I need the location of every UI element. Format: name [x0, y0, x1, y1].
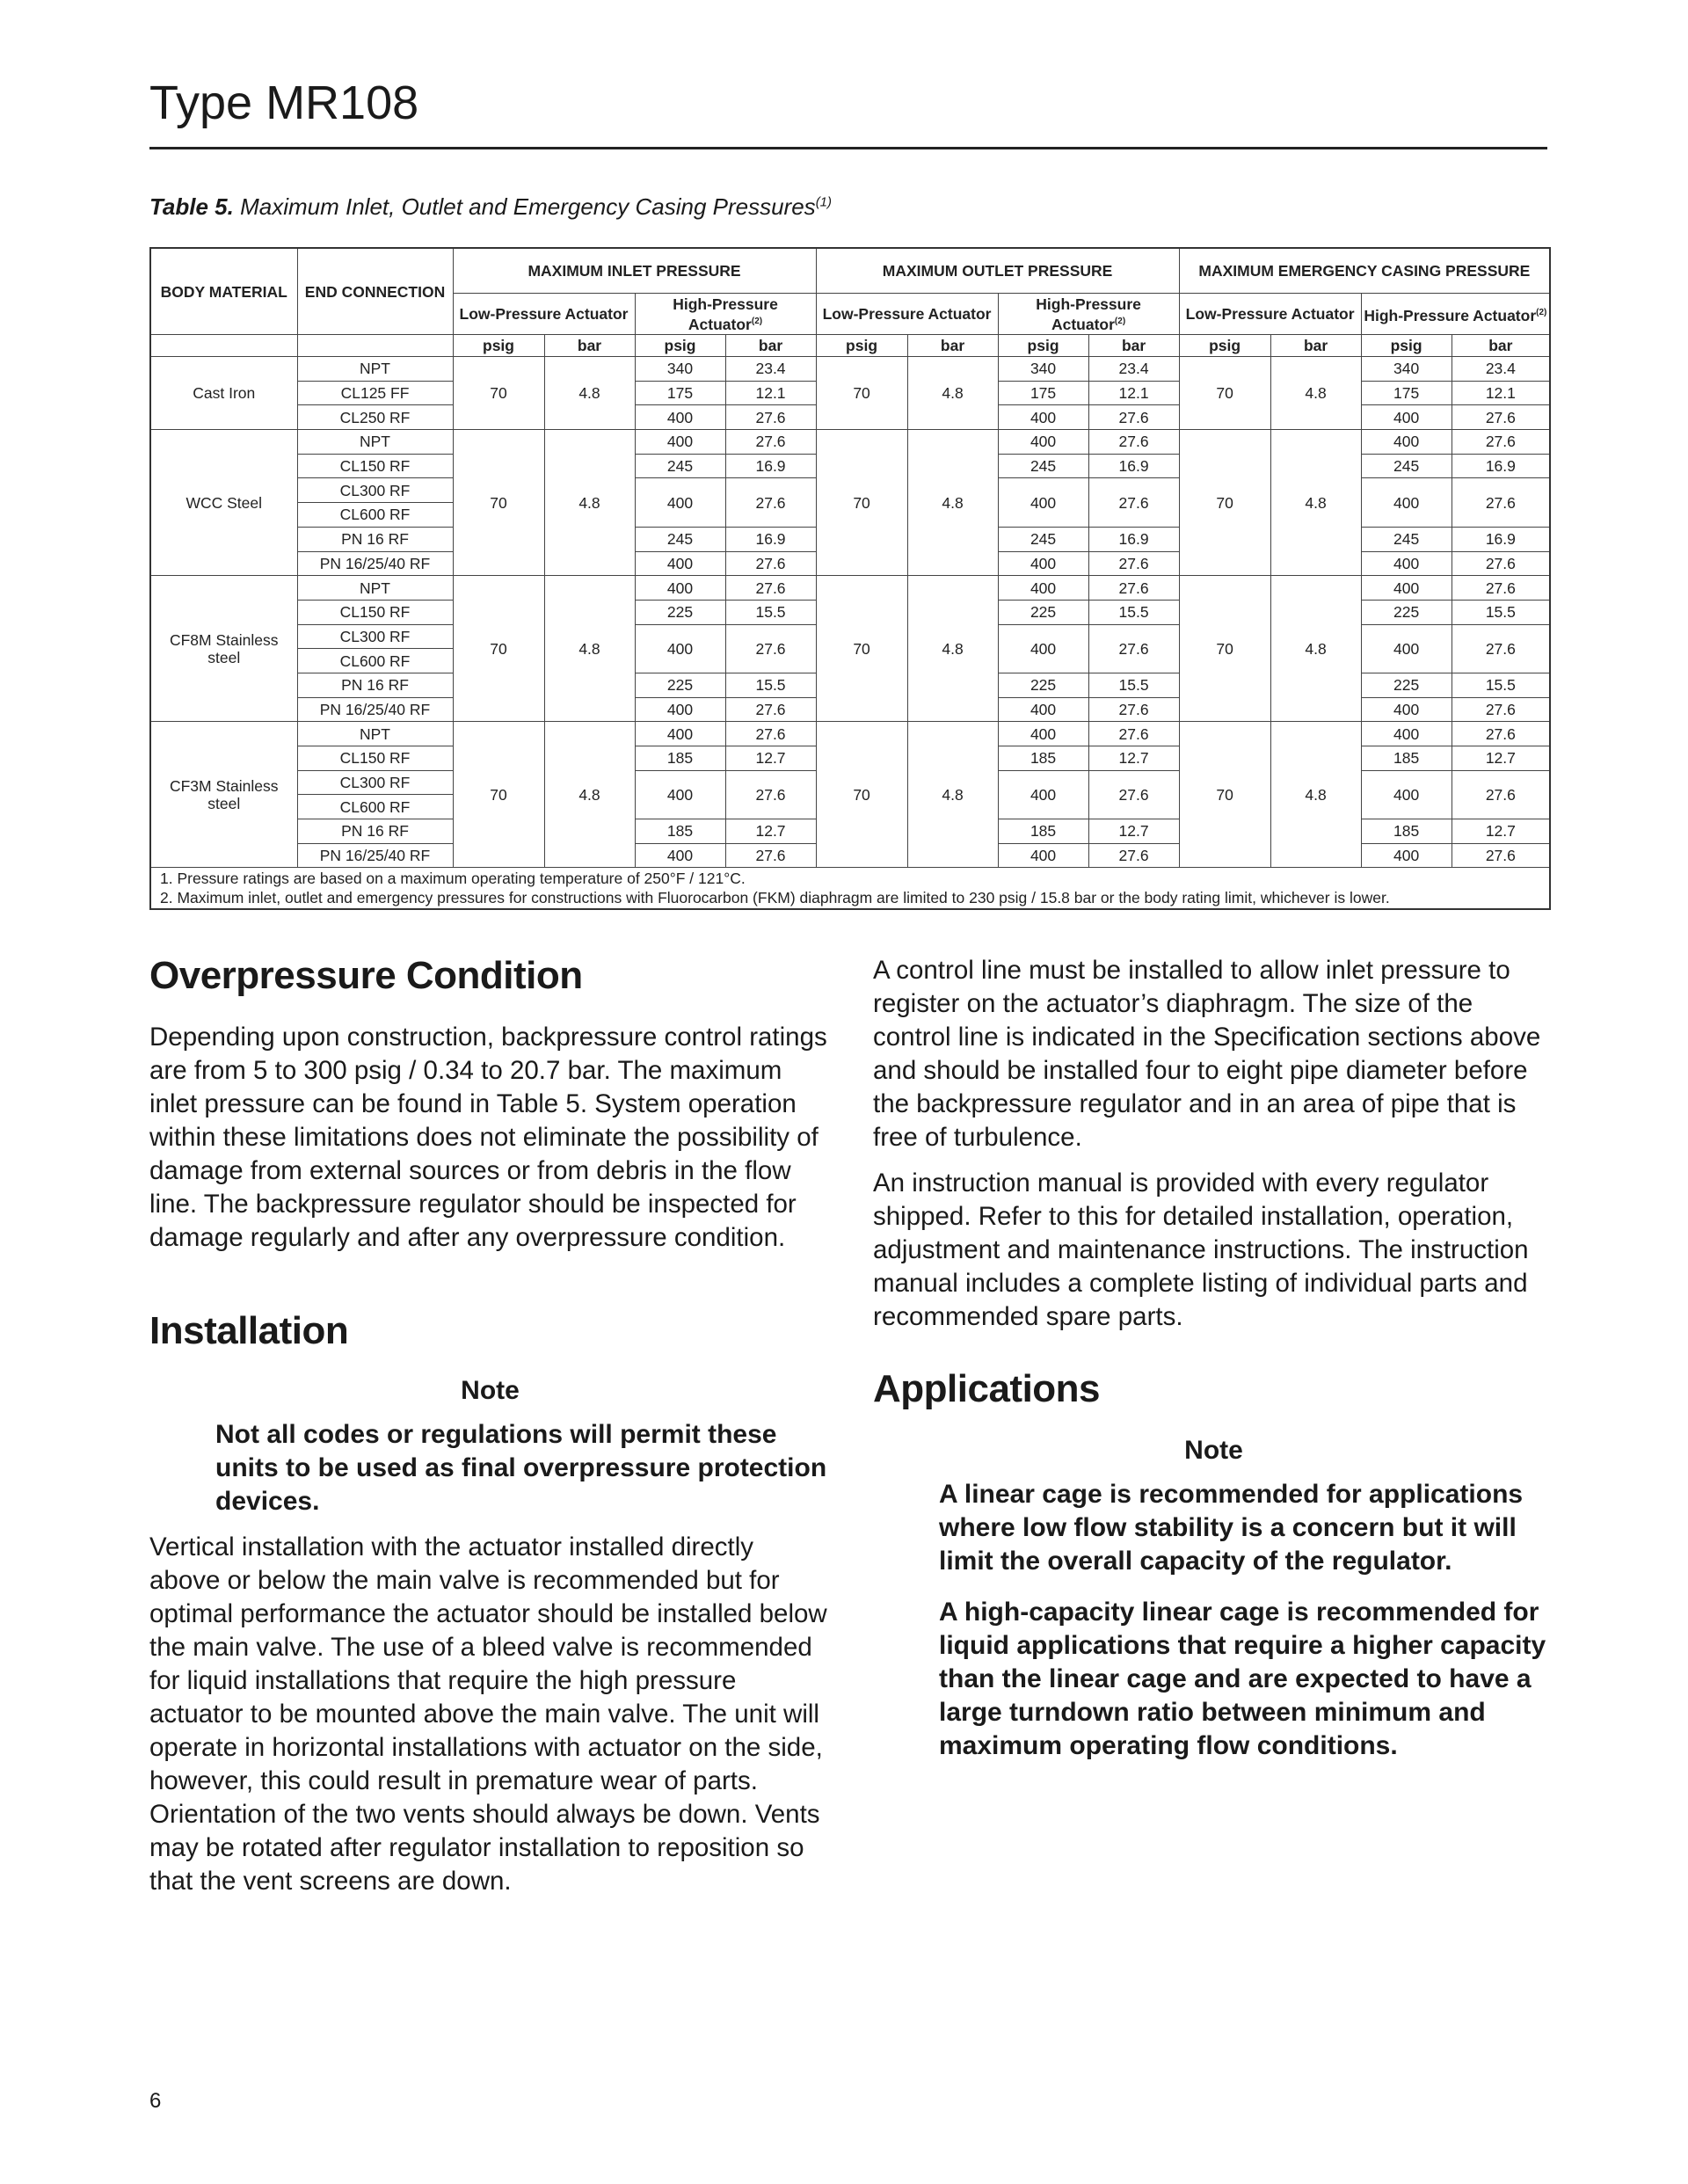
low-pressure-bar-cell: 4.8	[1270, 576, 1361, 722]
end-connection-cell: NPT	[297, 430, 453, 455]
header-body-material: BODY MATERIAL	[150, 248, 297, 335]
high-pressure-bar-cell: 16.9	[1452, 527, 1550, 551]
high-pressure-psig-cell: 175	[1361, 381, 1452, 405]
high-pressure-psig-cell: 225	[998, 673, 1088, 697]
low-pressure-psig-cell: 70	[453, 722, 544, 868]
high-pressure-psig-cell: 400	[1361, 405, 1452, 430]
right-column	[873, 954, 1554, 1763]
end-connection-cell: CL600 RF	[297, 649, 453, 673]
high-pressure-psig-cell: 400	[998, 405, 1088, 430]
high-pressure-bar-cell: 16.9	[1452, 454, 1550, 478]
header-high-pressure: High-Pressure Actuator$^{(2)}$	[635, 294, 816, 335]
high-pressure-bar-cell: 27.6	[725, 770, 816, 819]
high-pressure-bar-cell: 15.5	[1088, 673, 1179, 697]
low-pressure-psig-cell: 70	[816, 357, 907, 430]
header-psig: psig	[635, 335, 725, 357]
high-pressure-psig-cell: 245	[1361, 454, 1452, 478]
end-connection-cell: PN 16 RF	[297, 673, 453, 697]
applications-note-title: Note	[1184, 1436, 1243, 1465]
footnote: 1. Pressure ratings are based on a maximum operating temperature of 250°F / 121°C.	[160, 870, 746, 888]
end-connection-cell: CL150 RF	[297, 454, 453, 478]
high-pressure-psig-cell: 400	[998, 430, 1088, 455]
footnote: 2. Maximum inlet, outlet and emergency pressures for constructions with Fluorocarbon (FKM) diaphragm are limited to 230 psig / 15.8 bar or the body rating limit, whichever is lower.	[160, 889, 1390, 907]
header-low-pressure: Low-Pressure Actuator	[816, 294, 998, 335]
high-pressure-psig-cell: 400	[1361, 697, 1452, 722]
high-pressure-bar-cell: 27.6	[1088, 405, 1179, 430]
high-pressure-psig-cell: 185	[998, 746, 1088, 771]
overpressure-heading: Overpressure Condition	[149, 954, 583, 997]
table-body	[150, 357, 1550, 868]
high-pressure-bar-cell: 15.5	[1452, 673, 1550, 697]
header-bar: bar	[544, 335, 635, 357]
high-pressure-psig-cell: 225	[1361, 600, 1452, 624]
high-pressure-bar-cell: 27.6	[1452, 770, 1550, 819]
end-connection-cell: PN 16/25/40 RF	[297, 843, 453, 868]
high-pressure-psig-cell: 185	[635, 746, 725, 771]
high-pressure-psig-cell: 400	[998, 624, 1088, 673]
high-pressure-psig-cell: 400	[1361, 551, 1452, 576]
high-pressure-psig-cell: 400	[635, 430, 725, 455]
high-pressure-psig-cell: 400	[635, 770, 725, 819]
high-pressure-bar-cell: 23.4	[1452, 357, 1550, 382]
low-pressure-bar-cell: 4.8	[1270, 430, 1361, 576]
high-pressure-psig-cell: 400	[998, 843, 1088, 868]
header-psig: psig	[1179, 335, 1270, 357]
end-connection-cell: CL150 RF	[297, 600, 453, 624]
high-pressure-psig-cell: 400	[635, 843, 725, 868]
pressure-table	[149, 247, 1551, 910]
low-pressure-psig-cell: 70	[1179, 576, 1270, 722]
end-connection-cell: CL300 RF	[297, 478, 453, 503]
high-pressure-psig-cell: 400	[1361, 430, 1452, 455]
high-pressure-bar-cell: 27.6	[1452, 722, 1550, 746]
header-blank	[150, 335, 297, 357]
header-low-pressure: Low-Pressure Actuator	[1179, 294, 1361, 335]
high-pressure-psig-cell: 400	[635, 405, 725, 430]
high-pressure-bar-cell: 12.7	[1088, 819, 1179, 844]
low-pressure-psig-cell: 70	[816, 430, 907, 576]
header-bar: bar	[1270, 335, 1361, 357]
low-pressure-psig-cell: 70	[453, 576, 544, 722]
title-rule	[149, 147, 1547, 149]
high-pressure-psig-cell: 400	[1361, 843, 1452, 868]
end-connection-cell: CL300 RF	[297, 770, 453, 795]
end-connection-cell: PN 16/25/40 RF	[297, 697, 453, 722]
header-psig: psig	[816, 335, 907, 357]
end-connection-cell: CL125 FF	[297, 381, 453, 405]
high-pressure-bar-cell: 15.5	[725, 673, 816, 697]
high-pressure-bar-cell: 27.6	[1088, 722, 1179, 746]
high-pressure-bar-cell: 27.6	[725, 478, 816, 527]
high-pressure-bar-cell: 12.7	[725, 819, 816, 844]
end-connection-cell: CL250 RF	[297, 405, 453, 430]
end-connection-cell: PN 16 RF	[297, 819, 453, 844]
high-pressure-bar-cell: 27.6	[725, 722, 816, 746]
high-pressure-psig-cell: 340	[1361, 357, 1452, 382]
high-pressure-bar-cell: 23.4	[725, 357, 816, 382]
left-column	[149, 954, 831, 1898]
end-connection-cell: NPT	[297, 357, 453, 382]
low-pressure-bar-cell: 4.8	[907, 430, 998, 576]
table-row	[150, 430, 1550, 455]
high-pressure-psig-cell: 400	[998, 551, 1088, 576]
body-material-cell: WCC Steel	[150, 430, 297, 576]
high-pressure-bar-cell: 16.9	[725, 527, 816, 551]
high-pressure-psig-cell: 400	[998, 478, 1088, 527]
high-pressure-psig-cell: 400	[1361, 478, 1452, 527]
low-pressure-bar-cell: 4.8	[907, 576, 998, 722]
high-pressure-bar-cell: 27.6	[1088, 770, 1179, 819]
high-pressure-bar-cell: 15.5	[725, 600, 816, 624]
header-high-pressure: High-Pressure Actuator$^{(2)}$	[1361, 294, 1550, 335]
high-pressure-bar-cell: 16.9	[1088, 454, 1179, 478]
high-pressure-bar-cell: 27.6	[1088, 576, 1179, 601]
high-pressure-psig-cell: 400	[1361, 722, 1452, 746]
end-connection-cell: NPT	[297, 722, 453, 746]
high-pressure-psig-cell: 185	[635, 819, 725, 844]
low-pressure-psig-cell: 70	[1179, 357, 1270, 430]
header-psig: psig	[998, 335, 1088, 357]
high-pressure-bar-cell: 27.6	[725, 576, 816, 601]
low-pressure-psig-cell: 70	[453, 430, 544, 576]
applications-heading: Applications	[873, 1367, 1101, 1410]
high-pressure-bar-cell: 16.9	[1088, 527, 1179, 551]
high-pressure-psig-cell: 245	[998, 527, 1088, 551]
high-pressure-psig-cell: 225	[635, 673, 725, 697]
page-title: Type MR108	[149, 76, 419, 129]
high-pressure-psig-cell: 340	[998, 357, 1088, 382]
header-bar: bar	[907, 335, 998, 357]
applications-note-2: A high-capacity linear cage is recommended for liquid applications that require a higher capacity than the linear cage and are expected to have a large turndown ratio between minimum and maximum operating flow conditions.	[939, 1598, 1546, 1760]
applications-note-1: A linear cage is recommended for applications where low flow stability is a concern but it will limit the overall capacity of the regulator.	[939, 1480, 1524, 1576]
high-pressure-psig-cell: 225	[998, 600, 1088, 624]
high-pressure-bar-cell: 12.7	[725, 746, 816, 771]
low-pressure-psig-cell: 70	[816, 722, 907, 868]
low-pressure-psig-cell: 70	[1179, 722, 1270, 868]
high-pressure-bar-cell: 23.4	[1088, 357, 1179, 382]
high-pressure-psig-cell: 245	[998, 454, 1088, 478]
table-caption-text: Maximum Inlet, Outlet and Emergency Casing Pressures	[233, 193, 816, 220]
low-pressure-bar-cell: 4.8	[907, 357, 998, 430]
low-pressure-bar-cell: 4.8	[544, 576, 635, 722]
low-pressure-psig-cell: 70	[816, 576, 907, 722]
end-connection-cell: PN 16/25/40 RF	[297, 551, 453, 576]
installation-paragraph: Vertical installation with the actuator installed directly above or below the main valve is recommended but for optimal performance the actuator should be installed below the main valve. The use of a bleed valve is recommended for liquid installations that require the high pressure actuator to be mounted above the main valve. The unit will operate in horizontal installations with actuator on the side, however, this could result in premature wear of parts. Orientation of the two vents should always be down. Vents may be rotated after regulator installation to reposition so that the vent screens are down.	[149, 1532, 827, 1896]
high-pressure-bar-cell: 27.6	[725, 843, 816, 868]
header-bar: bar	[725, 335, 816, 357]
installation-note: Not all codes or regulations will permit these units to be used as final overpressure protection devices.	[215, 1420, 827, 1516]
low-pressure-bar-cell: 4.8	[544, 722, 635, 868]
high-pressure-bar-cell: 12.7	[1452, 746, 1550, 771]
low-pressure-bar-cell: 4.8	[544, 357, 635, 430]
high-pressure-bar-cell: 27.6	[1088, 624, 1179, 673]
high-pressure-bar-cell: 27.6	[1452, 843, 1550, 868]
high-pressure-psig-cell: 400	[635, 722, 725, 746]
low-pressure-bar-cell: 4.8	[1270, 357, 1361, 430]
high-pressure-psig-cell: 400	[998, 697, 1088, 722]
end-connection-cell: CL150 RF	[297, 746, 453, 771]
high-pressure-psig-cell: 400	[1361, 576, 1452, 601]
high-pressure-bar-cell: 12.1	[1088, 381, 1179, 405]
table-footnotes	[150, 868, 1550, 910]
end-connection-cell: CL300 RF	[297, 624, 453, 649]
page-number: 6	[149, 2089, 162, 2113]
high-pressure-psig-cell: 225	[1361, 673, 1452, 697]
high-pressure-psig-cell: 400	[635, 551, 725, 576]
high-pressure-bar-cell: 27.6	[1088, 697, 1179, 722]
high-pressure-psig-cell: 185	[1361, 746, 1452, 771]
table-caption	[149, 193, 832, 221]
header-bar: bar	[1452, 335, 1550, 357]
high-pressure-bar-cell: 27.6	[725, 430, 816, 455]
high-pressure-bar-cell: 27.6	[725, 405, 816, 430]
body-material-cell: CF8M Stainless steel	[150, 576, 297, 722]
high-pressure-bar-cell: 12.7	[1088, 746, 1179, 771]
high-pressure-bar-cell: 16.9	[725, 454, 816, 478]
high-pressure-psig-cell: 225	[635, 600, 725, 624]
high-pressure-psig-cell: 400	[998, 770, 1088, 819]
table-row	[150, 722, 1550, 746]
table-caption-footnote-ref: (1)	[815, 194, 833, 210]
end-connection-cell: NPT	[297, 576, 453, 601]
high-pressure-bar-cell: 27.6	[1088, 843, 1179, 868]
header-psig: psig	[453, 335, 544, 357]
installation-note-title: Note	[461, 1376, 520, 1405]
high-pressure-bar-cell: 27.6	[725, 551, 816, 576]
high-pressure-psig-cell: 245	[635, 527, 725, 551]
control-line-paragraph: A control line must be installed to allow inlet pressure to register on the actuator’s diaphragm. The size of the control line is indicated in the Specification sections above and should be installed four to eight pipe diameter before the backpressure regulator and in an area of pipe that is free of turbulence.	[873, 956, 1541, 1152]
high-pressure-bar-cell: 27.6	[1452, 430, 1550, 455]
end-connection-cell: CL600 RF	[297, 795, 453, 819]
high-pressure-psig-cell: 400	[635, 624, 725, 673]
header-bar: bar	[1088, 335, 1179, 357]
high-pressure-bar-cell: 12.1	[725, 381, 816, 405]
high-pressure-psig-cell: 245	[635, 454, 725, 478]
high-pressure-bar-cell: 27.6	[1088, 478, 1179, 527]
table-row	[150, 576, 1550, 601]
high-pressure-psig-cell: 400	[998, 576, 1088, 601]
high-pressure-bar-cell: 27.6	[1452, 478, 1550, 527]
high-pressure-psig-cell: 340	[635, 357, 725, 382]
high-pressure-psig-cell: 185	[1361, 819, 1452, 844]
header-outlet: MAXIMUM OUTLET PRESSURE	[816, 248, 1179, 294]
header-inlet: MAXIMUM INLET PRESSURE	[453, 248, 816, 294]
header-end-connection: END CONNECTION	[297, 248, 453, 335]
end-connection-cell: CL600 RF	[297, 503, 453, 528]
header-low-pressure: Low-Pressure Actuator	[453, 294, 635, 335]
high-pressure-bar-cell: 15.5	[1452, 600, 1550, 624]
high-pressure-bar-cell: 27.6	[1452, 624, 1550, 673]
header-psig: psig	[1361, 335, 1452, 357]
high-pressure-psig-cell: 245	[1361, 527, 1452, 551]
low-pressure-bar-cell: 4.8	[907, 722, 998, 868]
high-pressure-bar-cell: 27.6	[1452, 697, 1550, 722]
overpressure-paragraph: Depending upon construction, backpressure control ratings are from 5 to 300 psig / 0.34 to 20.7 bar. The maximum inlet pressure can be found in Table 5. System operation within these limitations does not eliminate the possibility of damage from external sources or from debris in the flow line. The backpressure regulator should be inspected for damage regularly and after any overpressure condition.	[149, 1023, 827, 1252]
high-pressure-bar-cell: 27.6	[1452, 551, 1550, 576]
end-connection-cell: PN 16 RF	[297, 527, 453, 551]
high-pressure-psig-cell: 400	[998, 722, 1088, 746]
table-caption-label: Table 5.	[149, 193, 234, 220]
high-pressure-bar-cell: 27.6	[1452, 405, 1550, 430]
high-pressure-psig-cell: 400	[635, 576, 725, 601]
low-pressure-psig-cell: 70	[453, 357, 544, 430]
high-pressure-bar-cell: 15.5	[1088, 600, 1179, 624]
high-pressure-bar-cell: 27.6	[1088, 551, 1179, 576]
high-pressure-bar-cell: 27.6	[1088, 430, 1179, 455]
body-material-cell: Cast Iron	[150, 357, 297, 430]
low-pressure-psig-cell: 70	[1179, 430, 1270, 576]
high-pressure-bar-cell: 27.6	[725, 624, 816, 673]
low-pressure-bar-cell: 4.8	[1270, 722, 1361, 868]
low-pressure-bar-cell: 4.8	[544, 430, 635, 576]
high-pressure-psig-cell: 175	[998, 381, 1088, 405]
table-row	[150, 357, 1550, 382]
high-pressure-psig-cell: 175	[635, 381, 725, 405]
header-emergency: MAXIMUM EMERGENCY CASING PRESSURE	[1179, 248, 1550, 294]
installation-heading: Installation	[149, 1309, 349, 1352]
high-pressure-psig-cell: 400	[635, 478, 725, 527]
high-pressure-bar-cell: 12.1	[1452, 381, 1550, 405]
high-pressure-psig-cell: 400	[1361, 770, 1452, 819]
header-high-pressure: High-Pressure Actuator$^{(2)}$	[998, 294, 1179, 335]
high-pressure-psig-cell: 185	[998, 819, 1088, 844]
body-material-cell: CF3M Stainless steel	[150, 722, 297, 868]
high-pressure-bar-cell: 27.6	[725, 697, 816, 722]
high-pressure-psig-cell: 400	[1361, 624, 1452, 673]
instruction-manual-paragraph: An instruction manual is provided with every regulator shipped. Refer to this for detailed installation, operation, adjustment and maintenance instructions. The instruction manual includes a complete listing of individual parts and recommended spare parts.	[873, 1168, 1529, 1331]
high-pressure-bar-cell: 12.7	[1452, 819, 1550, 844]
high-pressure-bar-cell: 27.6	[1452, 576, 1550, 601]
header-blank	[297, 335, 453, 357]
high-pressure-psig-cell: 400	[635, 697, 725, 722]
